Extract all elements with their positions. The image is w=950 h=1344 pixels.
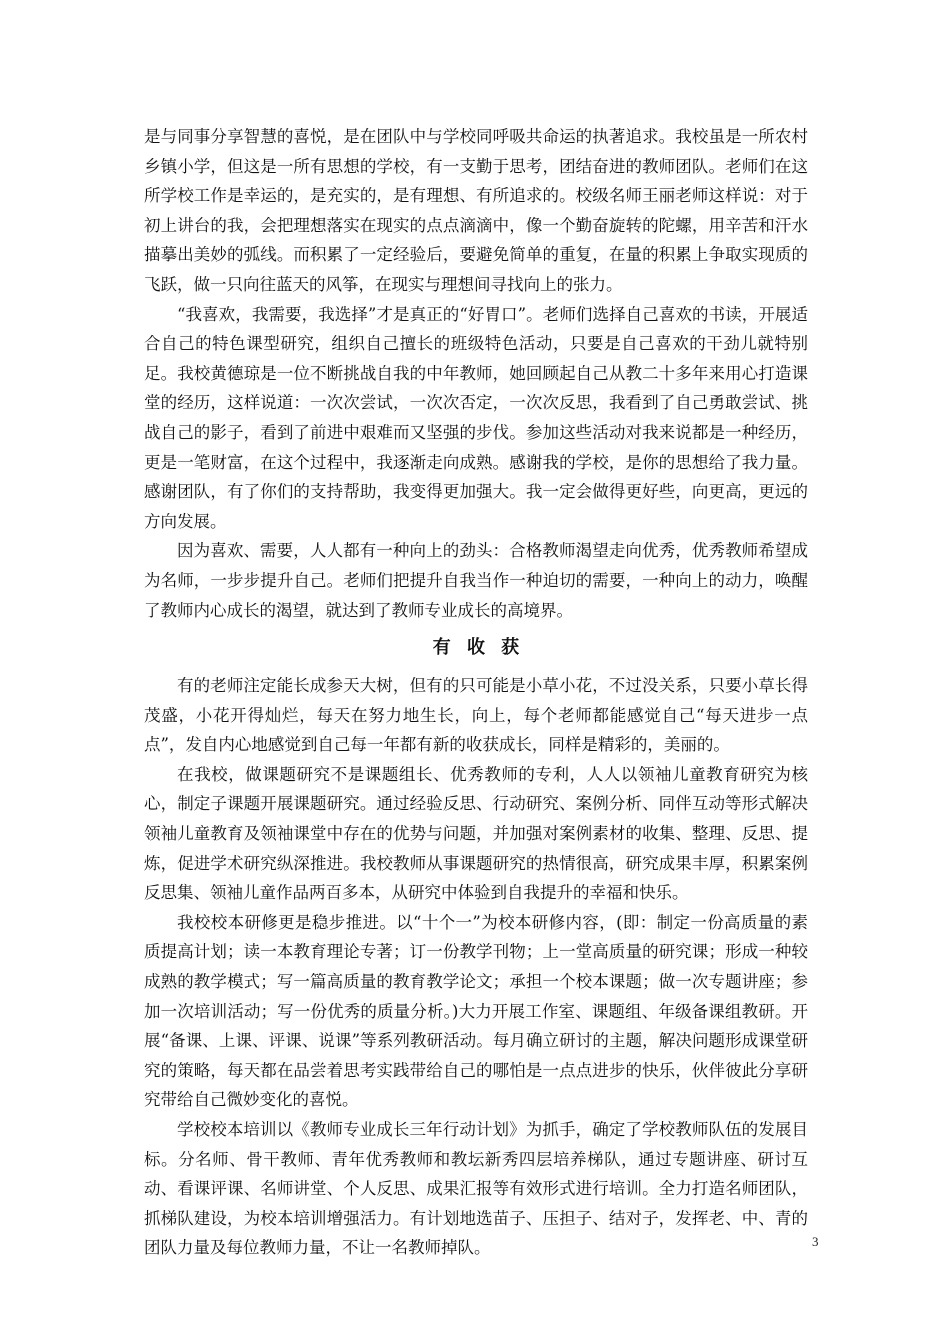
page-number: 3 <box>812 1234 819 1249</box>
page-body <box>144 122 808 1263</box>
paragraph: “我喜欢，我需要，我选择”才是真正的“好胃口”。老师们选择自己喜欢的书读，开展适合自己的特色课型研究，组织自己擅长的班级特色活动，只要是自己喜欢的干劲儿就特别足。我校黄德琼是一位不断挑战自我的中年教师，她回顾起自己从教二十多年来用心打造课堂的经历，这样说道：一次次尝试，一次次否定，一次次反思，我看到了自己勇敢尝试、挑战自己的影子，看到了前进中艰难而又坚强的步伐。参加这些活动对我来说都是一种经历，更是一笔财富，在这个过程中，我逐渐走向成熟。感谢我的学校，是你的思想给了我力量。感谢团队，有了你们的支持帮助，我变得更加强大。我一定会做得更好些，向更高，更远的方向发展。 <box>144 304 808 531</box>
paragraph: 学校校本培训以《教师专业成长三年行动计划》为抓手，确定了学校教师队伍的发展目标。分名师、骨干教师、青年优秀教师和教坛新秀四层培养梯队，通过专题讲座、研讨互动、看课评课、名师讲堂、个人反思、成果汇报等有效形式进行培训。全力打造名师团队，抓梯队建设，为校本培训增强活力。有计划地选苗子、压担子、结对子，发挥老、中、青的团队力量及每位教师力量，不让一名教师掉队。 <box>144 1120 808 1258</box>
paragraph: 因为喜欢、需要，人人都有一种向上的劲头：合格教师渴望走向优秀，优秀教师希望成为名师，一步步提升自己。老师们把提升自我当作一种迫切的需要，一种向上的动力，唤醒了教师内心成长的渴望，就达到了教师专业成长的高境界。 <box>144 541 808 620</box>
section-heading: 有收获 <box>432 637 536 659</box>
paragraph: 有的老师注定能长成参天大树，但有的只可能是小草小花，不过没关系，只要小草长得茂盛，小花开得灿烂，每天在努力地生长，向上，每个老师都能感觉自己“每天进步一点点”，发自内心地感觉到自己每一年都有新的收获成长，同样是精彩的，美丽的。 <box>144 676 808 755</box>
paragraph: 我校校本研修更是稳步推进。以“十个一”为校本研修内容，(即：制定一份高质量的素质提高计划；读一本教育理论专著；订一份教学刊物；上一堂高质量的研究课；形成一种较成熟的教学模式；写一篇高质量的教育教学论文；承担一个校本课题；做一次专题讲座；参加一次培训活动；写一份优秀的质量分析。)大力开展工作室、课题组、年级备课组教研。开展“备课、上课、评课、说课”等系列教研活动。每月确立研讨的主题，解决问题形成课堂研究的策略，每天都在品尝着思考实践带给自己的哪怕是一点点进步的快乐，伙伴彼此分享研究带给自己微妙变化的喜悦。 <box>144 912 808 1110</box>
paragraph: 在我校，做课题研究不是课题组长、优秀教师的专利，人人以领袖儿童教育研究为核心，制定子课题开展课题研究。通过经验反思、行动研究、案例分析、同伴互动等形式解决领袖儿童教育及领袖课堂中存在的优势与问题，并加强对案例素材的收集、整理、反思、提炼，促进学术研究纵深推进。我校教师从事课题研究的热情很高，研究成果丰厚，积累案例反思集、领袖儿童作品两百多本，从研究中体验到自我提升的幸福和快乐。 <box>144 764 808 903</box>
paragraph-continued: 是与同事分享智慧的喜悦，是在团队中与学校同呼吸共命运的执著追求。我校虽是一所农村乡镇小学，但这是一所有思想的学校，有一支勤于思考，团结奋进的教师团队。老师们在这所学校工作是幸运的，是充实的，是有理想、有所追求的。校级名师王丽老师这样说：对于初上讲台的我，会把理想落实在现实的点点滴滴中，像一个勤奋旋转的陀螺，用辛苦和汗水描摹出美妙的弧线。而积累了一定经验后，要避免简单的重复，在量的积累上争取实现质的飞跃，做一只向往蓝天的风筝，在现实与理想间寻找向上的张力。 <box>144 127 808 294</box>
